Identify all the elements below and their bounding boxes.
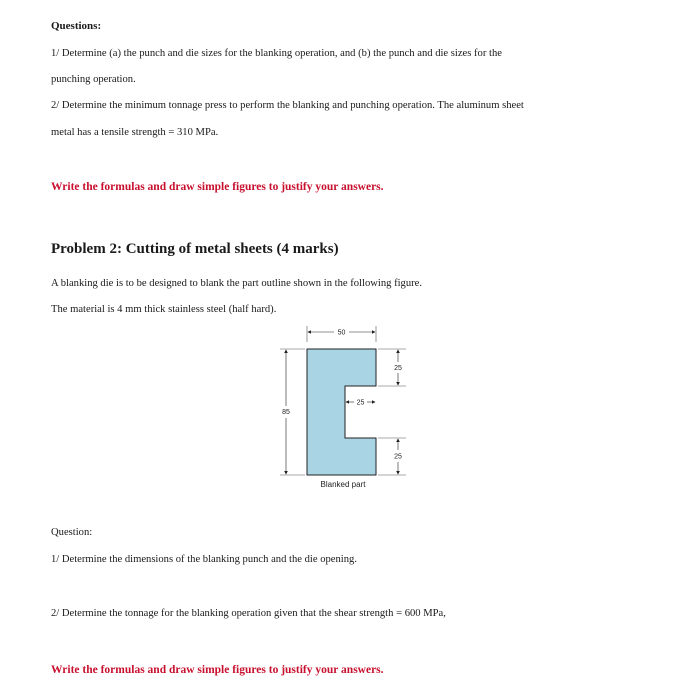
formula-instruction-note-2: Write the formulas and draw simple figures to justify your answers. <box>51 664 384 676</box>
question-1-line-2: punching operation. <box>51 74 136 85</box>
blanked-part-figure <box>270 322 420 492</box>
problem-2-title: Problem 2: Cutting of metal sheets (4 marks) <box>51 241 339 257</box>
questions-heading: Questions: <box>51 20 102 32</box>
problem-2-question-1: 1/ Determine the dimensions of the blanking punch and the die opening. <box>51 554 357 565</box>
question-1-line-1: 1/ Determine (a) the punch and die sizes for the blanking operation, and (b) the punch and die sizes for the <box>51 48 502 59</box>
blanked-part-drawing <box>270 322 420 492</box>
height-dimension-label: 85 <box>282 409 290 416</box>
blanked-part-outline <box>307 349 376 475</box>
formula-instruction-note: Write the formulas and draw simple figures to justify your answers. <box>51 181 384 193</box>
problem-2-question-2: 2/ Determine the tonnage for the blanking operation given that the shear strength = 600 MPa, <box>51 608 446 619</box>
bottom-arm-dimension-label: 25 <box>394 453 402 461</box>
problem-2-intro-line-2: The material is 4 mm thick stainless steel (half hard). <box>51 304 277 315</box>
width-dimension-label: 50 <box>337 329 346 337</box>
top-arm-dimension-label: 25 <box>394 365 402 372</box>
question-label: Question: <box>51 527 93 538</box>
question-2-line-2: metal has a tensile strength = 310 MPa. <box>51 127 219 138</box>
question-2-line-1: 2/ Determine the minimum tonnage press to perform the blanking and punching operation. The aluminum sheet <box>51 100 524 111</box>
figure-caption: Blanked part <box>320 480 366 489</box>
slot-dimension-label: 25 <box>356 399 365 407</box>
problem-2-intro-line-1: A blanking die is to be designed to blank the part outline shown in the following figure. <box>51 278 423 289</box>
